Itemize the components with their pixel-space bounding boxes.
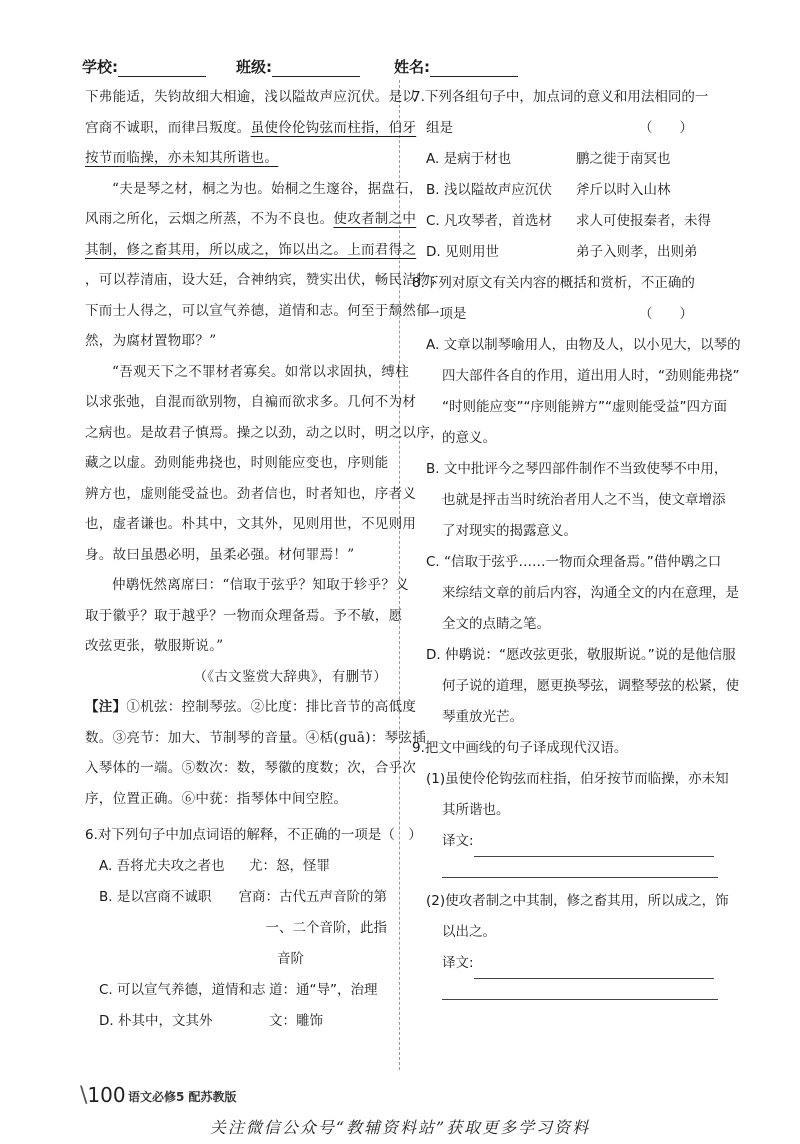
passage-line: 下而士人得之，可以宣气养德，道情和志。何至于颓然郁: [85, 302, 430, 319]
class-blank: [272, 62, 360, 77]
note-line: 入琴体的一端。⑤数次：数，琴徽的度数；次，合乎次: [85, 760, 417, 776]
option-a-cont: “时则能应变”“序则能辨方”“虚则能受益”四方面: [442, 399, 727, 415]
option-b-cont: 了对现实的揭露意义。: [442, 523, 577, 539]
question-6: [85, 820, 422, 1037]
option-c-cont: 来综结文章的前后内容，沟通全文的内在意理，是: [442, 585, 739, 601]
question-7: [412, 82, 717, 268]
passage-source: （《古文鉴赏大辞典》，有删节）: [193, 668, 387, 685]
passage-line: 以求张弛，自混而欲别物，自褊而欲求多。几何不为材: [85, 394, 417, 410]
option-a[interactable]: A. 吾将尤夫攻之者也 尤：怒，怪罪: [99, 858, 330, 874]
passage-line: 之病也。是故君子慎焉。操之以劲，动之以时，明之以序，: [85, 424, 444, 441]
class-label: 班级:: [236, 58, 272, 76]
translation-input[interactable]: [442, 857, 718, 878]
passage-line: 取于徽乎？取于越乎？一物而众理备焉。予不敏，愿: [85, 607, 403, 624]
name-label: 姓名:: [394, 58, 430, 76]
translation-input[interactable]: [474, 840, 714, 857]
underlined-sentence: 其制，修之畜其用，所以成之，饰以出之。上而君得之: [85, 241, 417, 258]
question-8: [412, 268, 741, 733]
translation-input[interactable]: [442, 979, 718, 1000]
school-field: [82, 56, 206, 77]
left-column: [85, 82, 444, 1037]
option-a[interactable]: A. 文章以制琴喻用人，由物及人，以小见大，以琴的: [426, 337, 741, 353]
underlined-sentence: 虽使伶伦钩弦而柱指，伯牙: [250, 119, 417, 136]
sentence-2-cont: 以出之。: [442, 924, 496, 940]
translation-label: 译文:: [442, 833, 474, 849]
option-b[interactable]: B. 浅以隘故声应沉伏 斧斤以时入山林: [426, 182, 671, 198]
translation-label: 译文:: [442, 955, 474, 971]
option-b[interactable]: B. 文中批评今之琴四部件制作不当致使琴不中用，: [426, 461, 728, 477]
name-blank: [430, 62, 518, 77]
option-a-cont: 四大部件各自的作用，道出用人时，“劲则能弗挠”: [442, 368, 740, 384]
name-field: [394, 56, 518, 77]
answer-paren: （ ）: [639, 120, 693, 136]
sentence-2: (2)使攻者制之中其制，修之畜其用，所以成之，饰: [426, 893, 729, 909]
translation-input[interactable]: [474, 962, 714, 979]
passage-line: 风雨之所化，云烟之所蒸，不为不良也。使攻者制之中: [85, 211, 417, 227]
sentence-1: (1)虽使伶伦钩弦而柱指，伯牙按节而临操，亦未知: [426, 771, 729, 787]
right-column: [412, 82, 741, 1000]
book-title: 语文必修5 配苏教版: [128, 1090, 237, 1104]
passage-line: 改弦更张，敬服斯说。”: [85, 638, 224, 654]
option-a[interactable]: A. 是病于材也 鹏之徙于南冥也: [426, 151, 671, 167]
option-c[interactable]: C. 可以宣气养德，道情和志 道：通“导”，治理: [99, 982, 378, 998]
passage-line: 身。故曰虽愚必明，虽柔必强。材何罪焉！”: [85, 546, 355, 563]
note-tag: 【注】: [85, 699, 127, 715]
slash-decoration: \: [80, 1083, 88, 1108]
question-stem: 7.下列各组句子中，加点词的意义和用法相同的一: [412, 89, 709, 105]
passage-line: 下弗能适，失钧故细大相逾，浅以隘故声应沉伏。是以: [85, 89, 417, 105]
option-d[interactable]: D. 朴其中，文其外 文：雕饰: [99, 1013, 323, 1029]
option-c[interactable]: C. “信取于弦乎……一物而众理备焉。”借仲鹖之口: [426, 554, 722, 570]
note-line: 【注】①机弦：控制琴弦。②比度：排比音节的高低度: [85, 699, 417, 715]
option-d[interactable]: D. 仲鹖说：“愿改弦更张，敬服斯说。”说的是他信服: [426, 647, 736, 663]
option-d-cont: 何子说的道理，愿更换琴弦，调整琴弦的松紧，使: [442, 678, 739, 694]
passage-line: ，可以荐清庙，设大廷，合神纳宾，赞实出伏，畅民洁物；: [85, 272, 444, 288]
question-stem: 一项是 （ ）: [412, 299, 717, 330]
passage-line: 也，虚者谦也。朴其中，文其外，见则用世，不见则用: [85, 516, 417, 532]
class-field: [236, 56, 360, 77]
passage-line: 藏之以虚。劲则能弗挠也，时则能应变也，序则能: [85, 455, 389, 471]
option-c[interactable]: C. 凡攻琴者，首选材 求人可使报秦者，未得: [426, 213, 711, 229]
passage-line: 辨方也，虚则能受益也。劲者信也，时者知也，序者义: [85, 485, 417, 502]
question-9: [412, 733, 729, 1000]
question-stem: 6.对下列句子中加点词语的解释，不正确的一项是（ ）: [85, 827, 422, 843]
note-line: 数。③亮节：加大、节制琴的音量。④栝(guā)：琴弦插: [85, 729, 427, 746]
option-b-cont: 一、二个音阶，此指: [265, 920, 387, 936]
option-d-cont: 琴重放光芒。: [442, 709, 523, 725]
note-line: 序，位置正确。⑥中莸：指琴体中间空腔。: [85, 790, 348, 807]
option-c-cont: 全文的点睛之笔。: [442, 616, 550, 632]
passage-line: 仲鹖怃然离席曰：“信取于弦乎？知取于轸乎？义: [112, 577, 410, 593]
school-blank: [118, 62, 206, 77]
question-stem: 9.把文中画线的句子译成现代汉语。: [412, 740, 628, 756]
answer-paren: （ ）: [639, 306, 693, 322]
translation-row: [412, 826, 717, 857]
passage-line: 然，为腐材置物耶？”: [85, 333, 217, 349]
passage-line: 宫商不诚职，而律吕叛度。虽使伶伦钩弦而柱指，伯牙: [85, 119, 417, 136]
passage-line: “吾观天下之不罪材者寡矣。如常以求固执，缚柱: [112, 363, 410, 380]
sentence-1-cont: 其所谐也。: [442, 802, 510, 818]
underlined-sentence: 按节而临操，亦未知其所谐也。: [85, 150, 279, 166]
promo-note: 关注微信公众号“教辅资料站”获取更多学习资料: [209, 1118, 591, 1137]
option-d[interactable]: D. 见则用世 弟子入则孝，出则弟: [426, 244, 698, 260]
translation-row: [412, 948, 717, 979]
option-b[interactable]: B. 是以宫商不诚职 宫商：古代五声音阶的第: [99, 889, 387, 905]
passage-line: “夫是琴之材，桐之为也。始桐之生邃谷，据盘石，: [112, 180, 423, 197]
school-label: 学校:: [82, 58, 118, 76]
option-b-cont: 也就是抨击当时统治者用人之不当，使文章增添: [442, 492, 726, 508]
page-number: \100: [80, 1083, 126, 1108]
option-a-cont: 的意义。: [442, 430, 496, 446]
option-b-cont: 音阶: [277, 951, 304, 967]
underlined-sentence: 使攻者制之中: [333, 211, 417, 227]
question-stem: 组是 （ ）: [412, 113, 717, 144]
question-stem: 8.下列对原文有关内容的概括和赏析，不正确的: [412, 275, 695, 291]
